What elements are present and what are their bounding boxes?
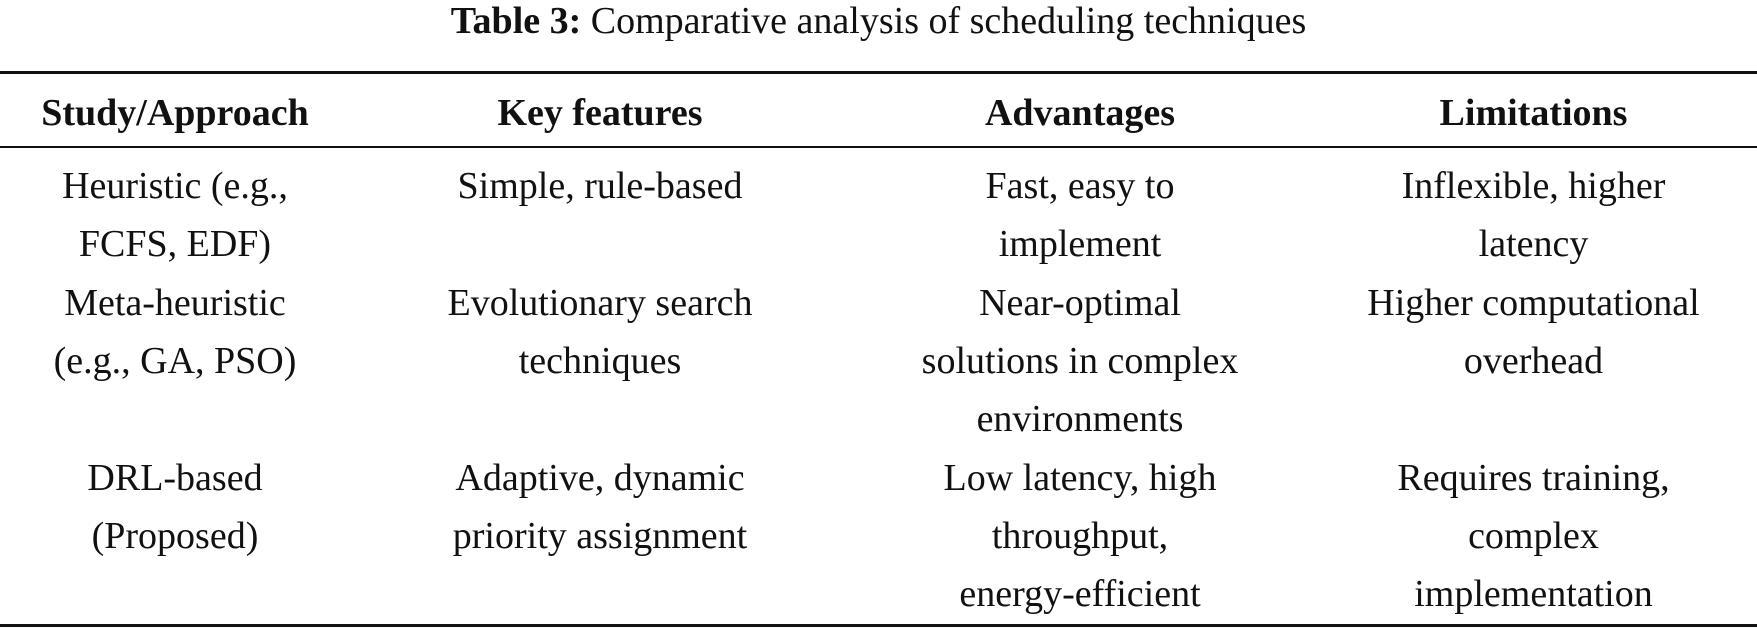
table-cell-heuristic-approach <box>0 157 350 273</box>
table-cell-metaheuristic-advantages <box>850 274 1310 448</box>
cell-line: complex <box>1468 515 1599 557</box>
cell-line: implementation <box>1414 573 1653 615</box>
cell-line: Simple, rule-based <box>457 165 743 207</box>
table-cell-drl-features <box>350 449 850 565</box>
cell-line: (e.g., GA, PSO) <box>53 340 297 382</box>
table-cell-metaheuristic-approach <box>0 274 350 390</box>
cell-line: Low latency, high <box>943 457 1217 499</box>
cell-line: Inflexible, higher <box>1401 165 1666 207</box>
table-caption-text: Comparative analysis of scheduling techniques <box>590 0 1307 42</box>
table-cell-metaheuristic-limitations <box>1310 274 1757 390</box>
cell-line: Fast, easy to <box>985 165 1175 207</box>
cell-line: Near-optimal <box>979 282 1181 324</box>
cell-line: latency <box>1478 223 1589 265</box>
column-header-study-approach: Study/Approach <box>41 92 309 134</box>
cell-line: throughput, <box>991 515 1169 557</box>
cell-line: environments <box>976 398 1184 440</box>
table-cell-heuristic-features <box>350 157 850 215</box>
cell-line: Evolutionary search <box>447 282 753 324</box>
table-cell-drl-limitations <box>1310 449 1757 623</box>
table-caption-label: Table 3: <box>450 0 582 42</box>
table-cell-heuristic-limitations <box>1310 157 1757 273</box>
cell-line: Meta-heuristic <box>64 282 286 324</box>
cell-line: energy-efficient <box>959 573 1201 615</box>
table-bottom-rule <box>0 624 1757 627</box>
cell-line: solutions in complex <box>921 340 1239 382</box>
table-cell-drl-approach <box>0 449 350 565</box>
table-top-rule <box>0 71 1757 74</box>
cell-line: Heuristic (e.g., <box>62 165 288 207</box>
cell-line: FCFS, EDF) <box>78 223 272 265</box>
column-header-limitations: Limitations <box>1439 92 1628 134</box>
cell-line: DRL-based <box>87 457 263 499</box>
column-header-key-features: Key features <box>497 92 703 134</box>
cell-line: techniques <box>518 340 682 382</box>
table-header-rule <box>0 146 1757 148</box>
table-cell-metaheuristic-features <box>350 274 850 390</box>
cell-line: Adaptive, dynamic <box>455 457 745 499</box>
table-caption <box>0 0 1757 42</box>
column-header-advantages: Advantages <box>984 92 1176 134</box>
table-cell-drl-advantages <box>850 449 1310 623</box>
cell-line: priority assignment <box>452 515 748 557</box>
cell-line: Higher computational <box>1367 282 1700 324</box>
cell-line: Requires training, <box>1397 457 1670 499</box>
cell-line: (Proposed) <box>91 515 259 557</box>
cell-line: overhead <box>1463 340 1604 382</box>
cell-line: implement <box>998 223 1162 265</box>
table-cell-heuristic-advantages <box>850 157 1310 273</box>
